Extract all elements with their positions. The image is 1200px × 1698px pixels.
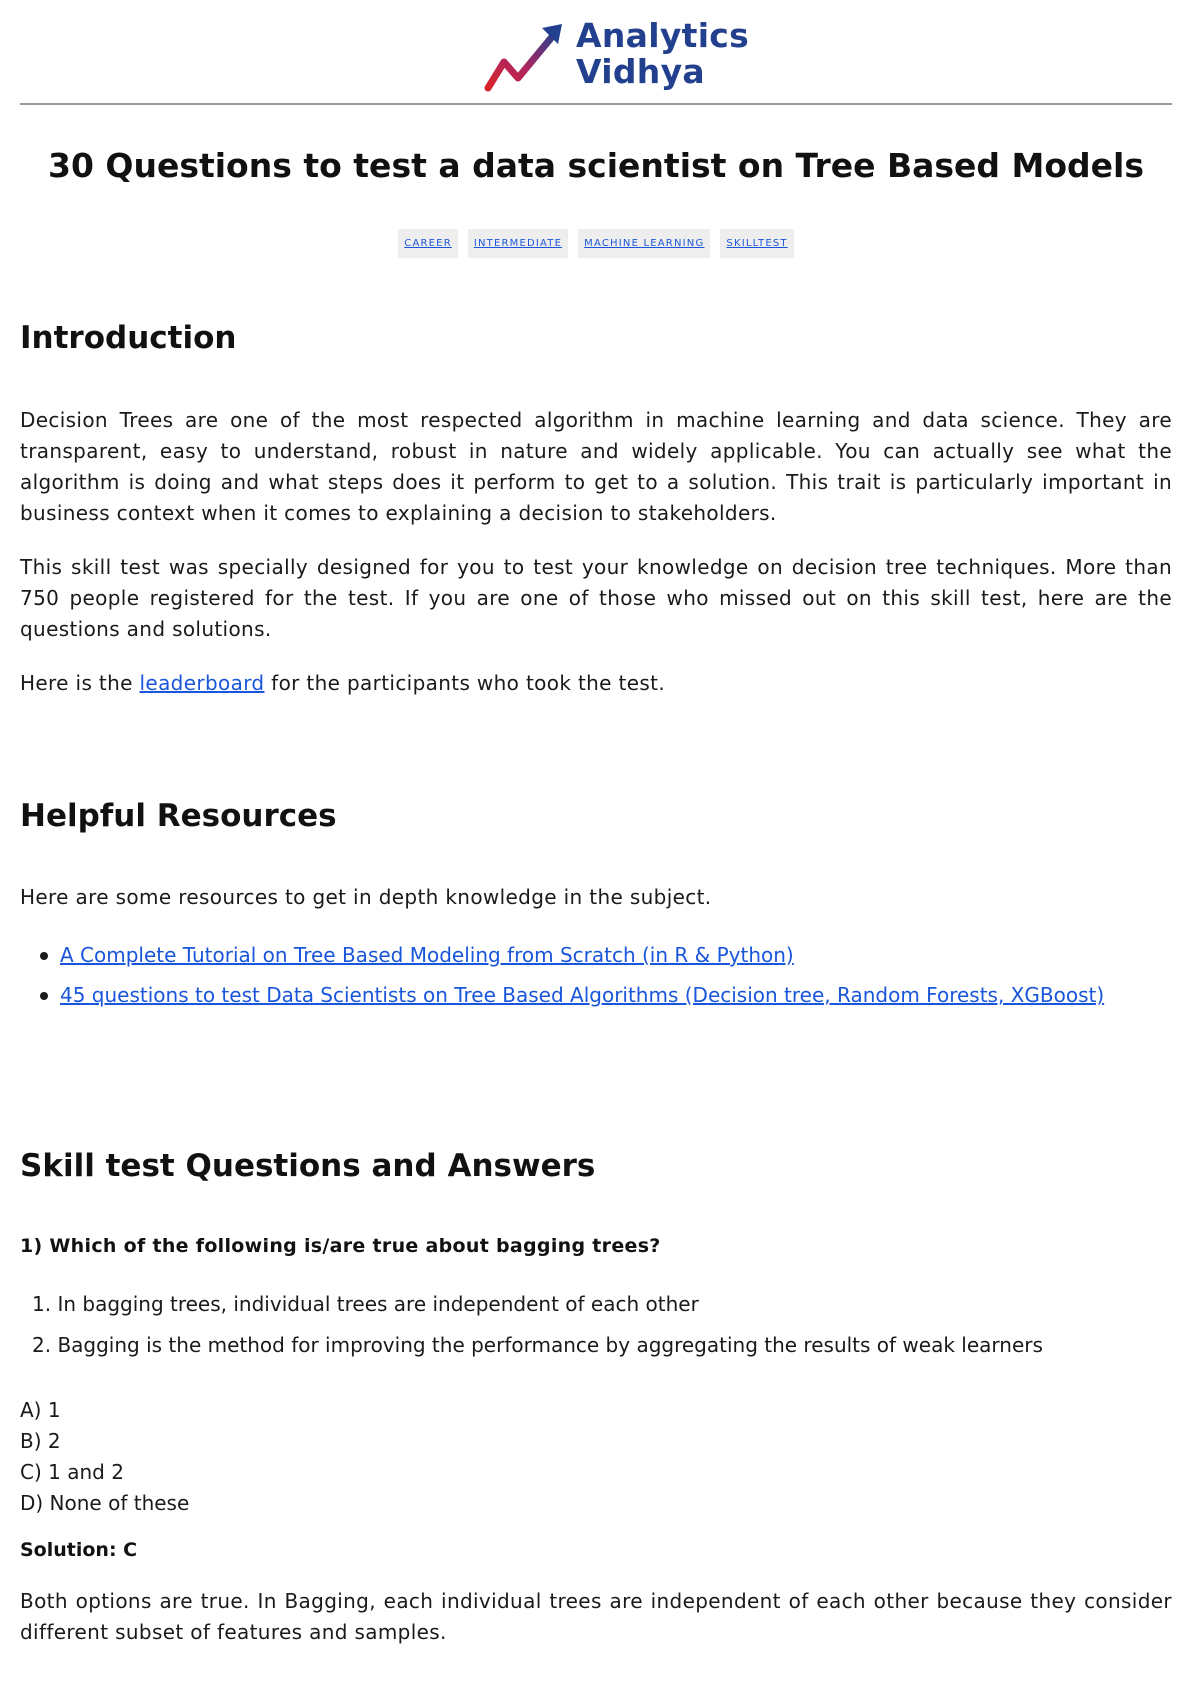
statement-item: 2. Bagging is the method for improving the performance by aggregating the results of weak learners — [32, 1333, 1043, 1357]
leaderboard-sentence-end: for the participants who took the test. — [264, 671, 666, 695]
intro-paragraph-3 — [20, 668, 1172, 699]
introduction-heading: Introduction — [20, 320, 237, 356]
statement-item: 1. In bagging trees, individual trees are independent of each other — [32, 1292, 699, 1316]
option-a: A) 1 — [20, 1398, 61, 1422]
bullet-icon — [40, 992, 48, 1000]
analytics-trend-arrow-icon — [482, 22, 566, 96]
page-title: 30 Questions to test a data scientist on Tree Based Models — [47, 146, 1144, 185]
skill-test-heading: Skill test Questions and Answers — [20, 1148, 596, 1184]
resource-list-item — [20, 940, 1172, 971]
tree-algorithms-questions-link[interactable]: 45 questions to test Data Scientists on Tree Based Algorithms (Decision tree, Random Forests, XGBoost) — [60, 983, 1105, 1007]
logo-wordmark — [576, 18, 749, 90]
question-1-options — [20, 1395, 189, 1519]
resource-list-item — [20, 980, 1172, 1011]
tag-career[interactable]: CAREER — [398, 229, 458, 258]
option-b: B) 2 — [20, 1429, 61, 1453]
tag-skilltest[interactable]: SKILLTEST — [720, 229, 793, 258]
logo-line-2: Vidhya — [576, 52, 705, 91]
bullet-icon — [40, 952, 48, 960]
tree-modeling-tutorial-link[interactable]: A Complete Tutorial on Tree Based Modeling from Scratch (in R & Python) — [60, 943, 794, 967]
option-c: C) 1 and 2 — [20, 1460, 124, 1484]
question-1-statements — [20, 1289, 1172, 1371]
tag-intermediate[interactable]: INTERMEDIATE — [468, 229, 568, 258]
leaderboard-sentence-start: Here is the — [20, 671, 140, 695]
analytics-vidhya-logo[interactable] — [464, 16, 784, 96]
resource-list — [20, 940, 1172, 1020]
leaderboard-link[interactable]: leaderboard — [139, 671, 265, 695]
tag-machine-learning[interactable]: MACHINE LEARNING — [578, 229, 710, 258]
header-divider — [20, 103, 1172, 105]
solution-explanation: Both options are true. In Bagging, each individual trees are independent of each other because they consider different subset of features and samples. — [20, 1589, 1172, 1644]
resources-intro: Here are some resources to get in depth knowledge in the subject. — [20, 885, 712, 909]
logo-line-1: Analytics — [576, 16, 750, 55]
option-d: D) None of these — [20, 1491, 190, 1515]
resources-heading: Helpful Resources — [20, 798, 337, 834]
tag-list — [20, 229, 1172, 258]
question-1-title: 1) Which of the following is/are true about bagging trees? — [20, 1235, 661, 1257]
intro-paragraph-1: Decision Trees are one of the most respected algorithm in machine learning and data science. They are transparent, easy to understand, robust in nature and widely applicable. You can actually see what the algorithm is doing and what steps does it perform to get to a solution. This trait is particularly important in business context when it comes to explaining a decision to stakeholders. — [20, 408, 1172, 525]
intro-paragraph-2: This skill test was specially designed for you to test your knowledge on decision tree techniques. More than 750 people registered for the test. If you are one of those who missed out on this skill test, here are the questions and solutions. — [20, 555, 1172, 641]
solution-label: Solution: C — [20, 1539, 138, 1561]
